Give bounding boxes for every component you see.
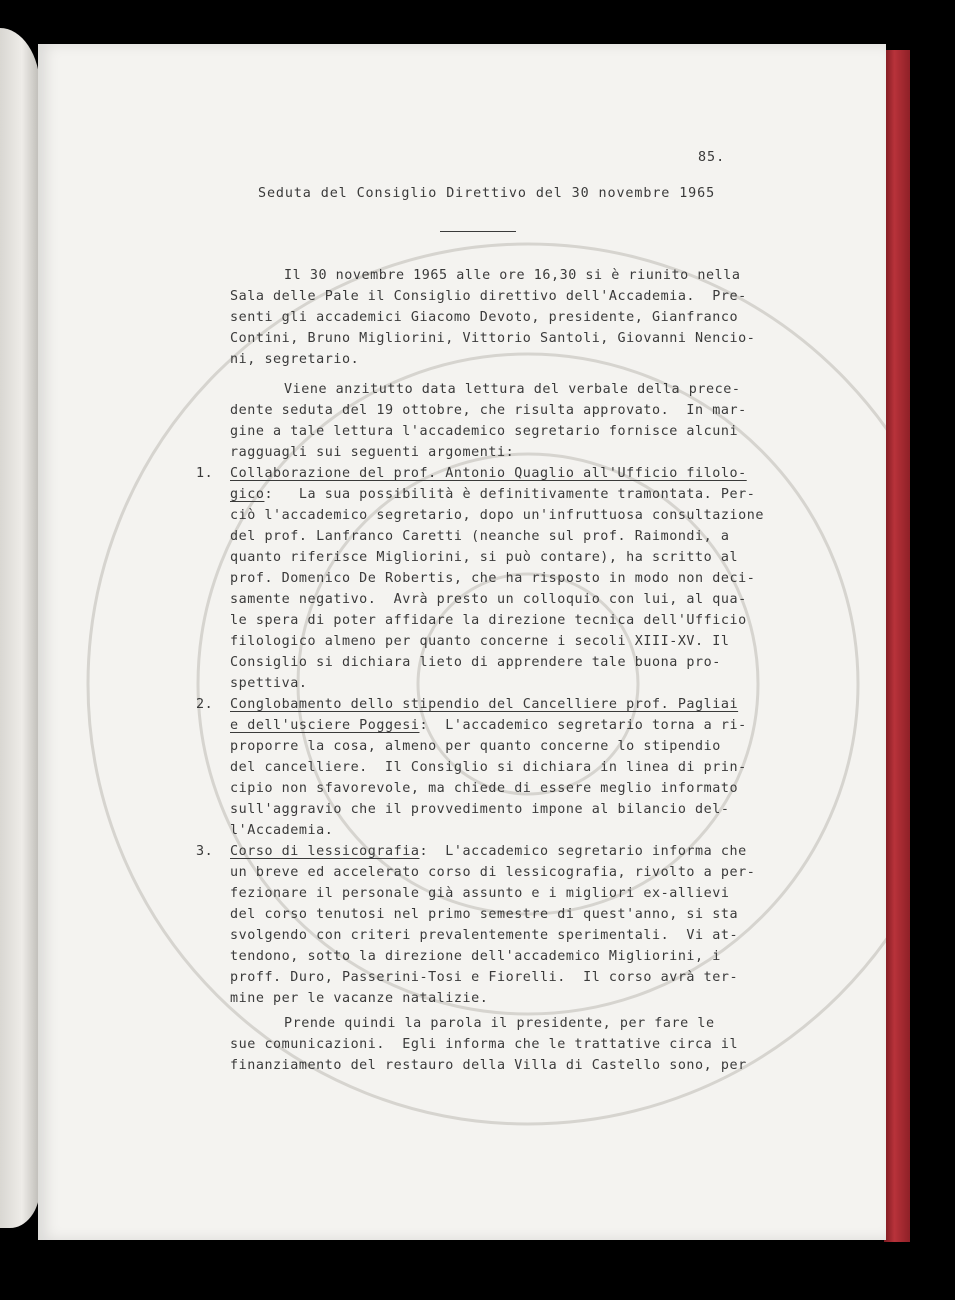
document-page <box>38 44 886 1240</box>
paragraph2-line: Viene anzitutto data lettura del verbale della prece- <box>284 382 741 397</box>
item-line: un breve ed accelerato corso di lessicografia, rivolto a per- <box>230 865 756 880</box>
item-line: del prof. Lanfranco Caretti (neanche sul prof. Raimondi, a <box>230 529 730 544</box>
item-heading: gico <box>230 487 265 502</box>
item-line: ciò l'accademico segretario, dopo un'infruttuosa consultazione <box>230 508 764 523</box>
item-line: quanto riferisce Migliorini, si può contare), ha scritto al <box>230 550 739 565</box>
paragraph1-line: Il 30 novembre 1965 alle ore 16,30 si è riunito nella <box>284 268 741 283</box>
paragraph1-line: senti gli accademici Giacomo Devoto, presidente, Gianfranco <box>230 310 739 325</box>
item-heading: e dell'usciere Poggesi <box>230 718 420 733</box>
paragraph1-line: Sala delle Pale il Consiglio direttivo dell'Accademia. Pre- <box>230 289 747 304</box>
item-heading: Conglobamento dello stipendio del Cancelliere prof. Pagliai <box>230 697 739 712</box>
document-title: Seduta del Consiglio Direttivo del 30 novembre 1965 <box>258 186 716 201</box>
item-line <box>230 842 747 862</box>
item-line <box>230 485 755 505</box>
item-text: : L'accademico segretario torna a ri- <box>419 718 747 733</box>
item-heading: Corso di lessicografia <box>230 844 420 859</box>
left-facing-page-edge <box>0 28 40 1228</box>
paragraph3-line: sue comunicazioni. Egli informa che le trattative circa il <box>230 1037 739 1052</box>
paragraph2-line: ragguagli sui seguenti argomenti: <box>230 445 515 460</box>
item-line: del corso tenutosi nel primo semestre di quest'anno, si sta <box>230 907 739 922</box>
item-line: spettiva. <box>230 676 308 691</box>
item-line: samente negativo. Avrà presto un colloquio con lui, al qua- <box>230 592 747 607</box>
item-line: le spera di poter affidare la direzione tecnica dell'Ufficio <box>230 613 747 628</box>
item-line: proporre la cosa, almeno per quanto concerne lo stipendio <box>230 739 721 754</box>
item-line: fezionare il personale già assunto e i migliori ex-allievi <box>230 886 730 901</box>
item-text: : L'accademico segretario informa che <box>419 844 747 859</box>
item-line <box>230 716 747 736</box>
paragraph2-line: dente seduta del 19 ottobre, che risulta approvato. In mar- <box>230 403 747 418</box>
paragraph1-line: Contini, Bruno Migliorini, Vittorio Santoli, Giovanni Nencio- <box>230 331 756 346</box>
paragraph2-line: gine a tale lettura l'accademico segretario fornisce alcuni <box>230 424 739 439</box>
item-text: : La sua possibilità è definitivamente tramontata. Per- <box>264 487 756 502</box>
item-line: l'Accademia. <box>230 823 334 838</box>
item-line: cipio non sfavorevole, ma chiede di essere meglio informato <box>230 781 739 796</box>
page-number: 85. <box>698 150 726 165</box>
item-heading: Collaborazione del prof. Antonio Quaglio all'Ufficio filolo- <box>230 466 747 481</box>
item-line: filologico almeno per quanto concerne i secoli XIII-XV. Il <box>230 634 730 649</box>
item-line: del cancelliere. Il Consiglio si dichiara in linea di prin- <box>230 760 747 775</box>
paragraph3-line: finanziamento del restauro della Villa di Castello sono, per <box>230 1058 747 1073</box>
item-number: 1. <box>196 466 214 481</box>
paragraph1-line: ni, segretario. <box>230 352 360 367</box>
item-line: svolgendo con criteri prevalentemente sperimentali. Vi at- <box>230 928 739 943</box>
item-line: sull'aggravio che il provvedimento impone al bilancio del- <box>230 802 730 817</box>
item-number: 2. <box>196 697 214 712</box>
item-line: mine per le vacanze natalizie. <box>230 991 489 1006</box>
item-number: 3. <box>196 844 214 859</box>
item-line: proff. Duro, Passerini-Tosi e Fiorelli. Il corso avrà ter- <box>230 970 739 985</box>
book-cover-edge <box>884 50 910 1242</box>
item-line: tendono, sotto la direzione dell'accademico Migliorini, i <box>230 949 721 964</box>
paragraph3-line: Prende quindi la parola il presidente, per fare le <box>284 1016 715 1031</box>
item-line: Consiglio si dichiara lieto di apprendere tale buona pro- <box>230 655 721 670</box>
document-text <box>38 44 886 1240</box>
title-underline-rule <box>440 231 516 232</box>
item-line: prof. Domenico De Robertis, che ha risposto in modo non deci- <box>230 571 756 586</box>
